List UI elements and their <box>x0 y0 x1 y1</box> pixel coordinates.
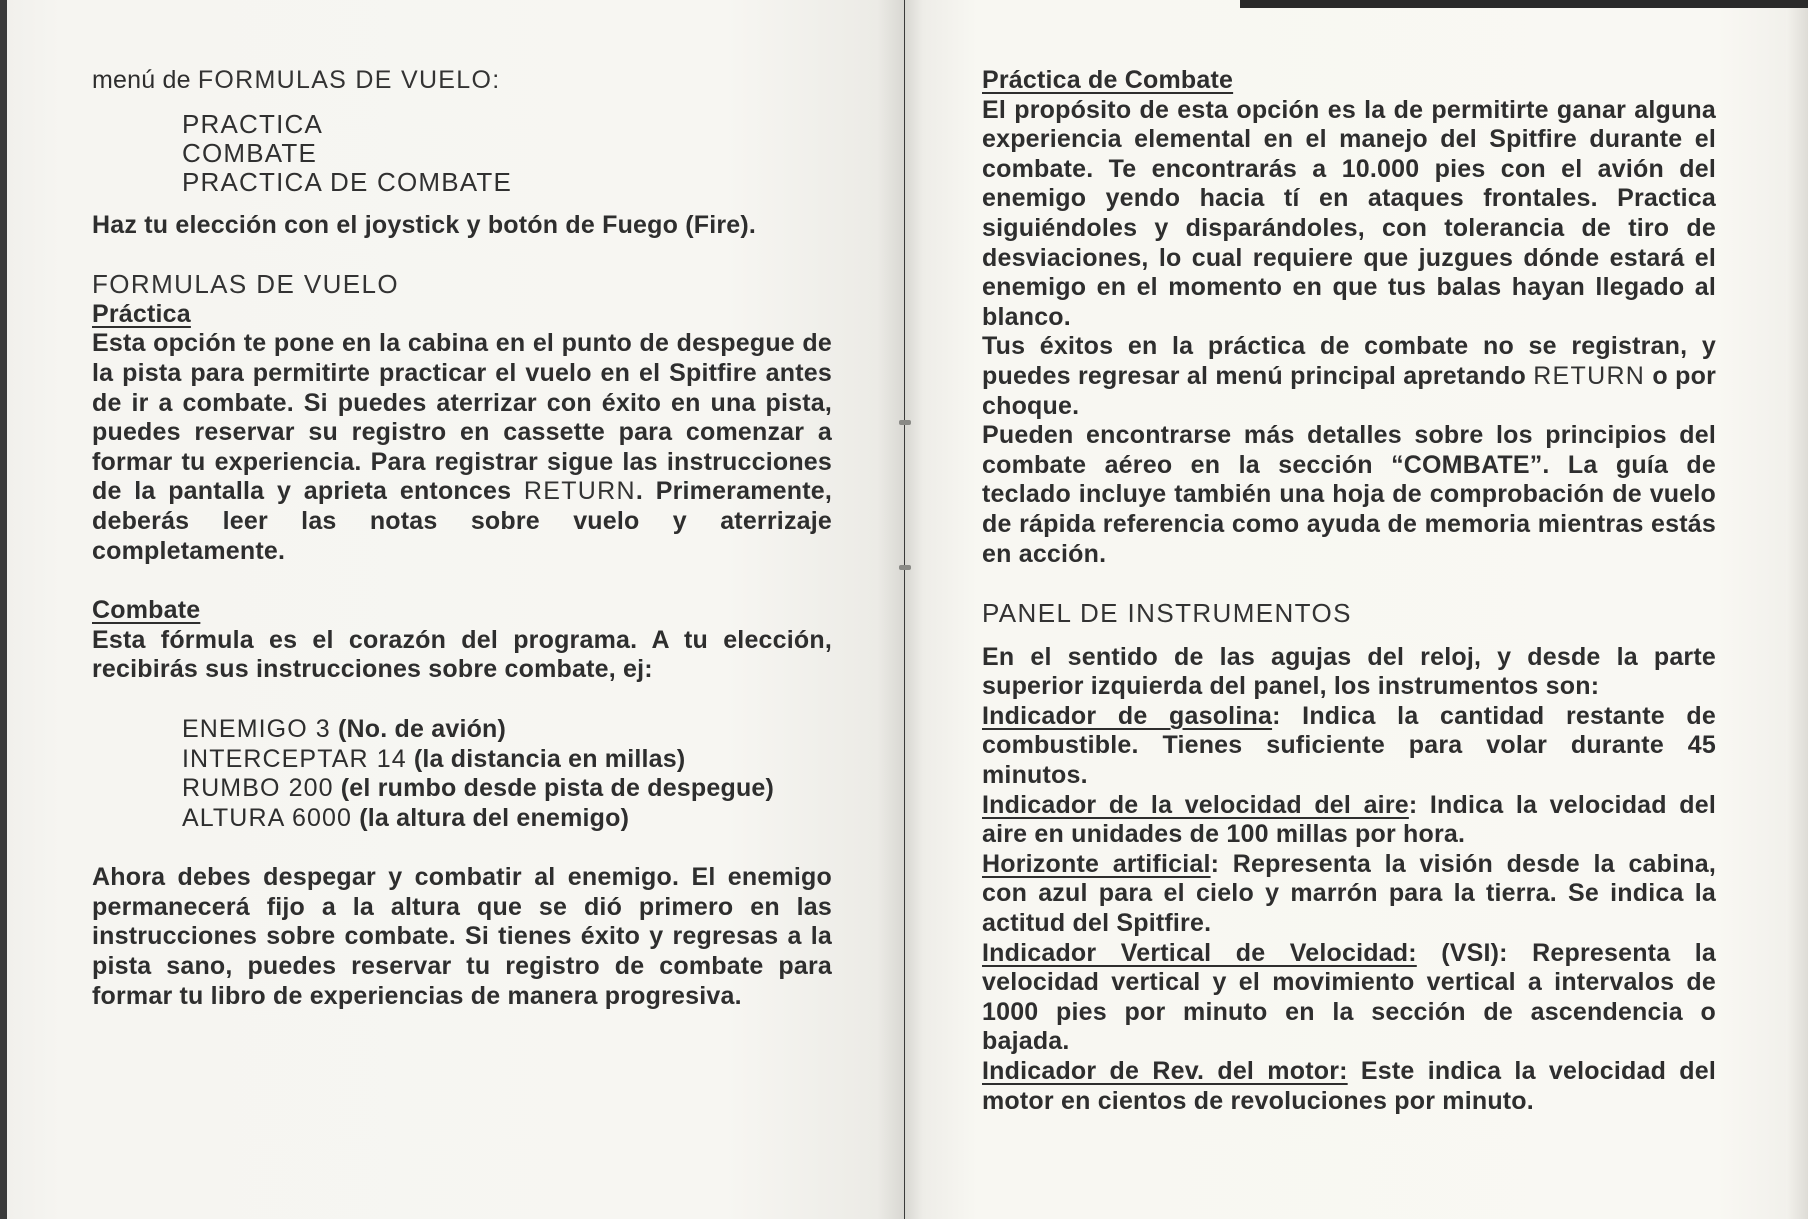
menu-option: PRACTICA DE COMBATE <box>182 166 513 197</box>
example-keyword: ENEMIGO 3 <box>182 714 331 743</box>
instrument-entry <box>982 702 1716 791</box>
practica-body <box>92 329 832 566</box>
instrument-separator: : <box>1272 701 1281 730</box>
instrument-description: Representa la visión desde la cabina, con azul para el cielo y marrón para la tierra. Se indica la actitud del Spitfire. <box>982 849 1716 938</box>
section-heading-formulas: FORMULAS DE VUELO <box>92 269 399 300</box>
binding-staple <box>899 565 911 570</box>
example-keyword: RUMBO 200 <box>182 774 334 803</box>
menu-options-list <box>92 110 832 197</box>
return-keyword: RETURN <box>1533 361 1646 390</box>
menu-intro-title: FORMULAS DE VUELO: <box>197 66 501 94</box>
instrument-name: Horizonte artificial <box>982 849 1211 878</box>
panel-intro: En el sentido de las agujas del reloj, y desde la parte superior izquierda del panel, los instrumentos son: <box>982 642 1716 701</box>
results-text: Tus éxitos en la práctica de combate no se registran, y puedes regresar al menú principal apretando <box>982 332 1716 390</box>
example-note: (la distancia en millas) <box>406 744 686 773</box>
instrument-name: Indicador de la velocidad del aire <box>982 790 1409 819</box>
instrument-description: (VSI): Representa la velocidad vertical y el movimiento vertical a intervalos de 1000 pies por minuto en la sección de ascendencia o bajada. <box>982 938 1716 1056</box>
practica-combate-body: El propósito de esta opción es la de permitirte ganar alguna experiencia elemental en el manejo del Spitfire durante el combate. Te encontrarás a 10.000 pies con el avión del enemigo yendo hacia tí en ataques frontales. Practica siguiéndoles y disparándoles, con tolerancia de tiro de desviaciones, lo cual requiere que juzgues dónde estará el enemigo en el momento en que tus balas hayan llegado al blanco. <box>982 95 1716 331</box>
instrument-entry <box>982 791 1716 850</box>
right-column <box>982 66 1716 1116</box>
example-note: (el rumbo desde pista de despegue) <box>333 774 775 803</box>
instrument-name: Indicador de gasolina <box>982 701 1273 730</box>
combate-closing: Ahora debes despegar y combatir al enemigo. El enemigo permanecerá fijo a la altura que se dió primero en las instrucciones sobre combate. Si tienes éxito y regresas a la pista sano, puedes reservar tu registro de combate para formar tu libro de experiencias de manera progresiva. <box>92 863 832 1010</box>
menu-option: COMBATE <box>182 137 318 168</box>
combat-example <box>182 745 832 775</box>
example-keyword: ALTURA 6000 <box>182 803 353 832</box>
practica-combate-results <box>982 332 1716 421</box>
combat-example <box>182 804 832 834</box>
choice-instructions: Haz tu elección con el joystick y botón de Fuego (Fire). <box>92 210 757 239</box>
combat-example <box>182 774 832 804</box>
subheading-combate-text: Combate <box>92 596 201 625</box>
instrument-description: Indica la cantidad restante de combustible. Tienes suficiente para volar durante 45 minutos. <box>982 701 1716 790</box>
instrument-description: Indica la velocidad del aire en unidades de 100 millas por hora. <box>982 790 1716 849</box>
combat-example-list <box>92 715 832 833</box>
subheading-practica-combate-text: Práctica de Combate <box>982 66 1234 94</box>
left-column <box>92 66 832 1011</box>
menu-intro-prefix: menú de <box>92 66 198 94</box>
combat-example <box>182 715 832 745</box>
subheading-combate <box>92 596 832 626</box>
instrument-separator: : <box>1210 849 1220 878</box>
menu-option: PRACTICA <box>182 108 324 139</box>
section-heading-panel: PANEL DE INSTRUMENTOS <box>982 598 1352 629</box>
instrument-name: Indicador Vertical de Velocidad: <box>982 938 1417 967</box>
combate-body: Esta fórmula es el corazón del programa. A tu elección, recibirás sus instrucciones sobre combate, ej: <box>92 625 832 684</box>
subheading-practica-text: Práctica <box>92 299 191 328</box>
instrument-entry <box>982 939 1716 1057</box>
results-text-end: o por choque. <box>982 361 1716 420</box>
binding-staple <box>899 420 911 425</box>
practica-body-text: Esta opción te pone en la cabina en el punto de despegue de la pista para permitirte practicar el vuelo en el Spitfire antes de ir a combate. Si puedes aterrizar con éxito en una pista, puedes reservar su registro en cassette para comenzar a formar tu experiencia. Para registrar sigue las instrucciones de la pantalla y aprieta entonces <box>92 329 832 506</box>
instrument-separator: : <box>1408 790 1418 819</box>
scan-top-shadow <box>1240 0 1808 8</box>
example-note: (la altura del enemigo) <box>352 803 630 832</box>
practica-combate-details: Pueden encontrarse más detalles sobre los principios del combate aéreo en la sección “COMBATE”. La guía de teclado incluye también una hoja de comprobación de vuelo de rápida referencia como ayuda de memoria mientras estás en acción. <box>982 421 1716 568</box>
subheading-practica <box>92 300 832 330</box>
example-note: (No. de avión) <box>330 714 507 743</box>
instrument-entry <box>982 1057 1716 1116</box>
practica-body-end: . Primeramente, deberás leer las notas sobre vuelo y aterrizaje completamente. <box>92 477 832 565</box>
instrument-description: Este indica la velocidad del motor en cientos de revoluciones por minuto. <box>982 1057 1716 1115</box>
page-edge <box>1786 8 1808 1219</box>
menu-intro <box>92 66 832 96</box>
instrument-name: Indicador de Rev. del motor: <box>982 1057 1348 1085</box>
instrument-entry <box>982 850 1716 939</box>
example-keyword: INTERCEPTAR 14 <box>182 744 407 773</box>
return-keyword: RETURN <box>523 477 636 506</box>
subheading-practica-combate <box>982 66 1716 96</box>
